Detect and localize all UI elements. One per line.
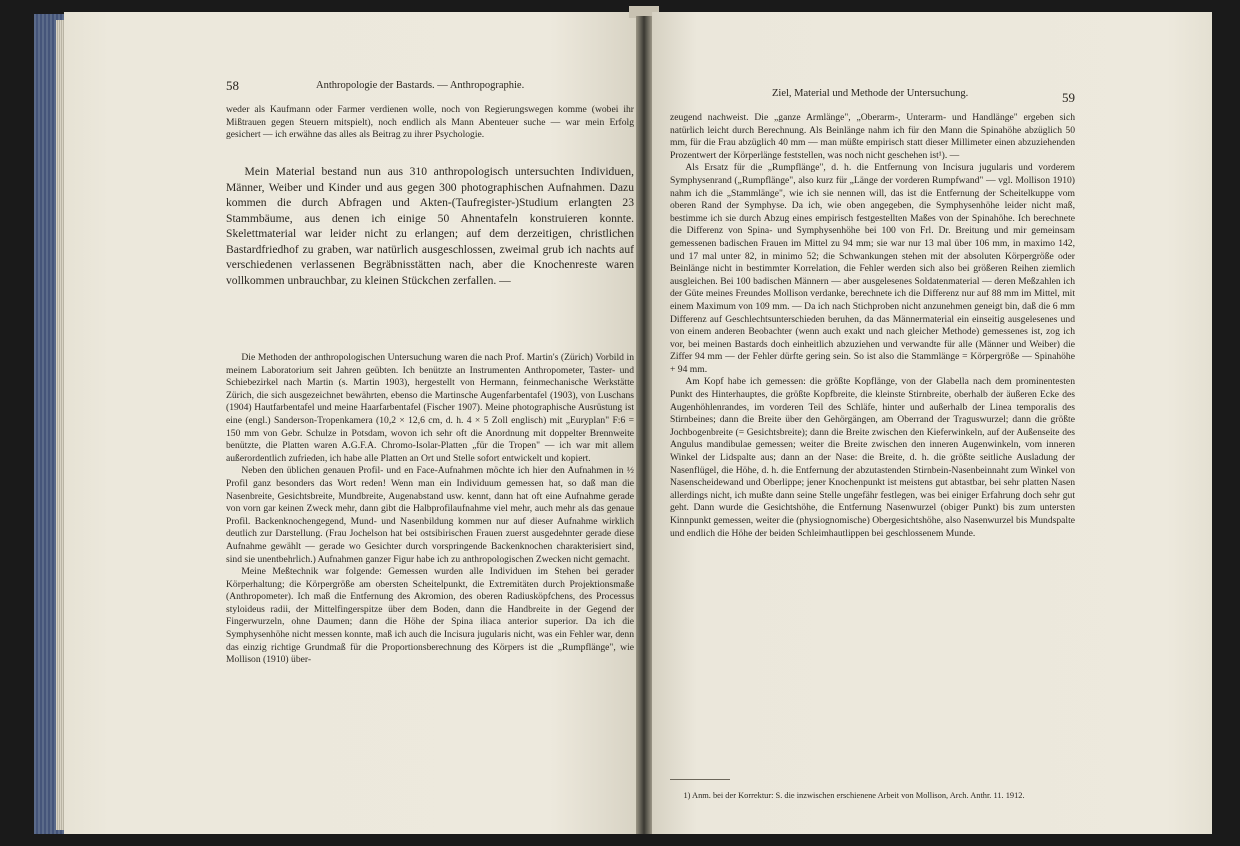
- paragraph: Die Methoden der anthropologischen Untersuchung waren die nach Prof. Martin's (Zürich) Vorbild in meinem Laboratorium seit Jahren geübten. Ich benützte an Instrumenten Anthropometer, Taster- und Schiebezirkel nach Martin (s. Martin 1903), hergestellt von Hermann, feinmechanische Werkstätte Zürich, die sich ausgezeichnet bewährten, ebenso die Martinsche Augenfarbentafel (1903), von Luschans (1904) Hautfarbentafel und meine Haarfarbentafel (Fischer 1907). Meine photographische Ausrüstung ist eine (engl.) Sanderson-Tropenkamera (10,2 × 12,6 cm, d. h. 4 × 5 Zoll englisch) mit „Euryplan" F:6 = 150 mm von Gebr. Schulze in Potsdam, wovon ich sehr oft die Anordnung mit doppelter Brennweite benützte, die Platten waren A.G.F.A. Chromo-Isolar-Platten „für die Tropen" — ich war mit allem außerordentlich zufrieden, ich habe alle Platten an Ort und Stelle sofort entwickelt und kopiert.: [226, 352, 634, 464]
- right-body: [670, 112, 1075, 540]
- left-body-methods: [226, 352, 634, 667]
- page-number: 58: [226, 78, 239, 93]
- right-page: [652, 12, 1212, 834]
- paragraph: Mein Material bestand nun aus 310 anthropologisch untersuchten Individuen, Männer, Weiber und Kinder und aus gegen 300 photographischen Aufnahmen. Dazu kommen die durch Abfragen und Akten-(Taufregister-)Studium erlangten 23 Stammbäume, aus denen ich einige 50 Ahnentafeln konstruieren konnte. Skelettmaterial war leider nicht zu erlangen; auf dem derzeitigen, christlichen Bastardfriedhof zu graben, war natürlich ausgeschlossen, zweimal grub ich nachts auf verschiedenen verlassenen Begräbnisstätten nach, aber die Knochenreste waren vollkommen unbrauchbar, zu kleinen Stückchen zerfallen. —: [226, 165, 634, 287]
- footnote: 1) Anm. bei der Korrektur: S. die inzwischen erschienene Arbeit von Mollison, Arch. Anthr. 11. 1912.: [683, 791, 1025, 800]
- page-number: 59: [1062, 90, 1075, 105]
- paragraph: zeugend nachweist. Die „ganze Armlänge", „Oberarm-, Unterarm- und Handlänge" ergeben sich natürlich leicht durch Berechnung. Als Beinlänge nahm ich für den Mann die Spinahöhe abzüglich 50 mm, für die Frau abzüglich 40 mm — man müßte empirisch statt dieser Millimeter einen abzuziehenden Prozentwert der Körperlänge feststellen, was noch nicht geschehen ist¹). —: [670, 112, 1075, 161]
- footnote-rule: [670, 779, 730, 780]
- left-body-intro: [226, 104, 634, 142]
- left-body-material: [226, 164, 634, 288]
- paragraph: Am Kopf habe ich gemessen: die größte Kopflänge, von der Glabella nach dem prominentesten Punkt des Hinterhauptes, die größte Kopfbreite, die kleinste Stirnbreite, oberhalb der äußeren Ecke des Augenhöhlenrandes, im vorderen Teil des Schläfe, hinter und außerhalb der Linea temporalis des Stirnbeines; dann die Breite über den Gehörgängen, am Oberrand der Traguswurzel; dann die größte Jochbogenbreite (= Gesichtsbreite); dann die Breite zwischen den Kieferwinkeln, auf der Außenseite des Angulus mandibulae gemessen; weiter die Breite zwischen den inneren Augenwinkeln, vom inneren Winkel der Lidspalte aus; dann an der Nase: die Breite, d. h. die größte seitliche Ausladung der Nasenflügel, die Höhe, d. h. die Entfernung der abzutastenden Stirnbein-Nasenbeinnaht zum Winkel von Nasenscheidewand und Oberlippe; jener Knochenpunkt ist meistens gut abtastbar, bei sehr platten Nasen allerdings nicht, ich mußte dann seine Stelle ungefähr festlegen, was bei einiger Erfahrung doch sehr gut geht. Dann wurde die Gesichtshöhe, die Entfernung Nasenwurzel (obiger Punkt) bis zum untersten Kinnpunkt gemessen, weiter die (physiognomische) Obergesichtshöhe, also Nasenwurzel bis Mundspalte und endlich die Höhe der beiden Schleimhautlippen bei geschlossenem Munde.: [670, 376, 1075, 539]
- running-head: Anthropologie der Bastards. — Anthropographie.: [316, 80, 525, 91]
- paragraph: Meine Meßtechnik war folgende: Gemessen wurden alle Individuen im Stehen bei gerader Körperhaltung; die Körpergröße am obersten Scheitelpunkt, die Extremitäten durch Projektionsmaße (Anthropometer). Ich maß die Entfernung des Akromion, des oberen Radiusköpfchens, des Processus styloideus radii, der Mittelfingerspitze über dem Boden, dann die Handbreite in der Gegend der Fingerwurzeln, ohne Daumen; dann die Höhe der Spina iliaca anterior superior. Da ich die Symphysenhöhe nicht messen konnte, maß ich auch die Incisura jugularis nicht, was ein Fehler war, denn das einzig richtige Grundmaß für die Proportionsberechnung des Körpers ist die „Rumpflänge", wie Mollison (1910) über-: [226, 566, 634, 666]
- paragraph: Neben den üblichen genauen Profil- und en Face-Aufnahmen möchte ich hier den Aufnahmen in ½ Profil ganz besonders das Wort reden! Wenn man ein Individuum gemessen hat, so daß man die Nasenbreite, Gesichtsbreite, Mundbreite, Augenabstand usw. kennt, dann hat oft eine Aufnahme gerade von vorn gar keinen Zweck mehr, dann gibt die Halbprofilaufnahme viel mehr, auch mehr als das genaue Profil. Backenknochengegend, Mund- und Nasenbildung kommen nur auf dieser Aufnahme wirklich deutlich zur Darstellung. (Frau Jochelson hat bei ostsibirischen Frauen zuerst ausgedehnter gerade diese Aufnahme gewählt — gerade wo Gesichter durch vorspringende Backenknochen charakterisiert sind, sind sie unentbehrlich.) Aufnahmen ganzer Figur habe ich zu anthropologischen Zwecken nicht gemacht.: [226, 465, 634, 565]
- book-spread: [34, 6, 1228, 842]
- running-head: Ziel, Material und Methode der Untersuchung.: [772, 88, 969, 99]
- paragraph: weder als Kaufmann oder Farmer verdienen wolle, noch von Regierungswegen komme (wobei ihr Mißtrauen gegen Steuern mitspielt), noch endlich als Mann Abenteuer suche — war mein Erfolg gesichert — ich erwähne das alles als Beitrag zu ihrer Psychologie.: [226, 104, 634, 141]
- paragraph: Als Ersatz für die „Rumpflänge", d. h. die Entfernung von Incisura jugularis und vorderem Symphysenrand („Rumpflänge", also kurz für „Länge der vorderen Rumpfwand" — vgl. Mollison 1910) nahm ich die „Stammlänge", wie ich sie nennen will, das ist die Entfernung der Scheitelkuppe vom oberen Rand der Symphyse. Da ich, wie oben angegeben, die Symphysenhöhe leider nicht maß, bestimme ich sie durch Abzug eines empirisch festgestellten Maßes von der Spinahöhe. Ich berechnete die Differenz von Spina- und Symphysenhöhe bei 100 von Frl. Dr. Breitung und mir gemeinsam gemessenen badischen Frauen im Mittel zu 94 mm; sie war nur 13 mal über 106 mm, in maximo 142, und 17 mal unter 82, in minimo 52; die Schwankungen stehen mit der absoluten Körpergröße oder Beinlänge nicht in bestimmter Korrelation, die Fehler werden sich also bei größeren Reihen ziemlich ausgleichen. Bei 100 badischen Männern — aber ausgelesenes Soldatenmaterial — deren Meßzahlen ich der Güte meines Freundes Mollison verdanke, berechnete ich die Differenz nur auf 88 mm im Mittel, mit einem Maximum von 109 mm. — Da ich nach Stichproben nicht anzunehmen geneigt bin, daß die 6 mm Differenz auf Geschlechtsunterschieden beruhen, da das Männermaterial ein einseitig ausgelesenes und von einem anderen Beobachter (wenn auch exakt und nach gleicher Methode) gemessenes ist, zog ich vor, bei meinen Bastards doch einheitlich abzuziehen und verwandte für alle (Männer und Weiber) die Ziffer 94 mm — der Fehler dürfte gering sein. So ist also die Stammlänge = Körpergröße — Spinahöhe + 94 mm.: [670, 162, 1075, 375]
- book-gutter: [636, 16, 652, 834]
- left-page: [64, 12, 636, 834]
